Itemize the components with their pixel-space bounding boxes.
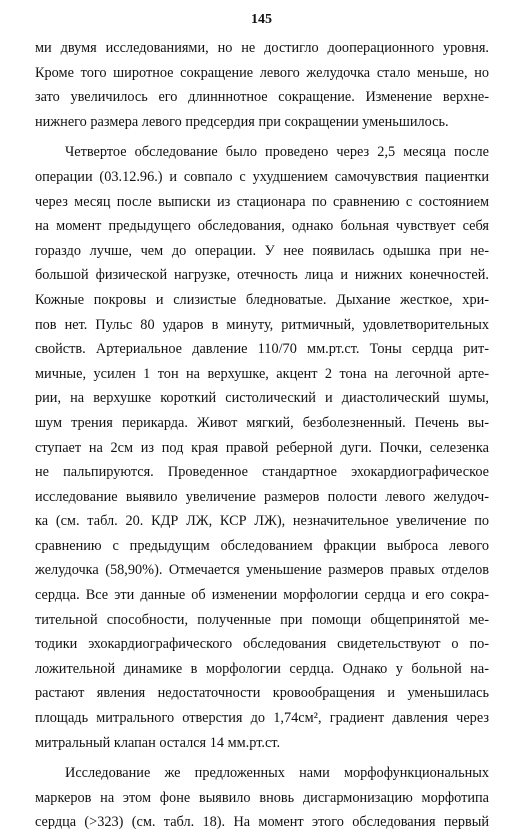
text-line: тодики эхокардиографического обследования свидетельствуют о по- bbox=[35, 636, 489, 653]
text-line: желудочка (58,90%). Отмечается уменьшение размеров правых отделов bbox=[35, 562, 489, 579]
text-line: шум трения перикарда. Живот мягкий, безболезненный. Печень вы- bbox=[35, 414, 489, 431]
text-line: ми двумя исследованиями, но не достигло дооперационного уровня. bbox=[35, 40, 489, 56]
text-line: Четвертое обследование было проведено через 2,5 месяца после bbox=[65, 144, 489, 161]
text-line: площадь митрального отверстия до 1,74см², градиент давления через bbox=[35, 710, 489, 727]
text-line: сердца. Все эти данные об изменении морфологии сердца и его сокра- bbox=[35, 587, 489, 604]
text-line: растают явления недостаточности кровообращения и уменьшилась bbox=[35, 685, 489, 702]
text-line: гораздо лучше, чем до операции. У нее появилась одышка при не- bbox=[35, 242, 489, 259]
text-line: мичные, усилен 1 тон на верхушке, акцент 2 тона на легочной арте- bbox=[35, 365, 489, 382]
text-line: зато увеличилось его длинннотное сокращение. Изменение верхне- bbox=[35, 89, 489, 106]
text-line: исследование выявило увеличение размеров полости левого желудоч- bbox=[35, 488, 489, 505]
paragraph bbox=[35, 140, 489, 755]
text-line: ступает на 2см из под края правой реберной дуги. Почки, селезенка bbox=[35, 439, 489, 456]
text-line: Кожные покровы и слизистые бледноватые. Дыхание жесткое, хри- bbox=[35, 291, 489, 308]
text-line: через месяц после выписки из стационара по сравнению с состоянием bbox=[35, 193, 489, 210]
text-line: свойств. Артериальное давление 110/70 мм.рт.ст. Тоны сердца рит- bbox=[35, 341, 489, 358]
text-line: тительной способности, полученные при помощи общепринятой ме- bbox=[35, 611, 489, 628]
paragraph bbox=[35, 761, 489, 835]
text-line: Исследование же предложенных нами морфофункциональных bbox=[65, 765, 489, 782]
text-line: на момент предыдущего обследования, однако больная чувствует себя bbox=[35, 218, 489, 235]
text-line: сравнению с предыдущим обследованием фракции выброса левого bbox=[35, 537, 489, 554]
paragraph bbox=[35, 36, 489, 134]
text-line: ложительной динамике в морфологии сердца. Однако у больной на- bbox=[35, 660, 489, 677]
text-line: митральный клапан остался 14 мм.рт.ст. bbox=[35, 734, 281, 751]
body-text bbox=[35, 36, 489, 835]
text-line: операции (03.12.96.) и совпало с ухудшением самочувствия пациентки bbox=[35, 168, 489, 185]
text-line: нижнего размера левого предсердия при сокращении уменьшилось. bbox=[35, 113, 449, 130]
text-line: не пальпируются. Проведенное стандартное эхокардиографическое bbox=[35, 464, 489, 481]
text-line: Кроме того широтное сокращение левого желудочка стало меньше, но bbox=[35, 64, 489, 81]
text-line: рии, на верхушке короткий систолический и диастолический шумы, bbox=[35, 390, 489, 407]
text-line: пов нет. Пульс 80 ударов в минуту, ритмичный, удовлетворительных bbox=[35, 316, 489, 333]
text-line: маркеров на этом фоне выявило вновь дисгармонизацию морфотипа bbox=[35, 789, 489, 806]
page-number: 145 bbox=[251, 12, 272, 27]
text-line: ка (см. табл. 20. КДР ЛЖ, КСР ЛЖ), незначительное увеличение по bbox=[35, 513, 489, 530]
text-line: большой физической нагрузке, отечность лица и нижних конечностей. bbox=[35, 267, 489, 284]
text-line: сердца (>323) (см. табл. 18). На момент этого обследования первый bbox=[35, 814, 489, 831]
